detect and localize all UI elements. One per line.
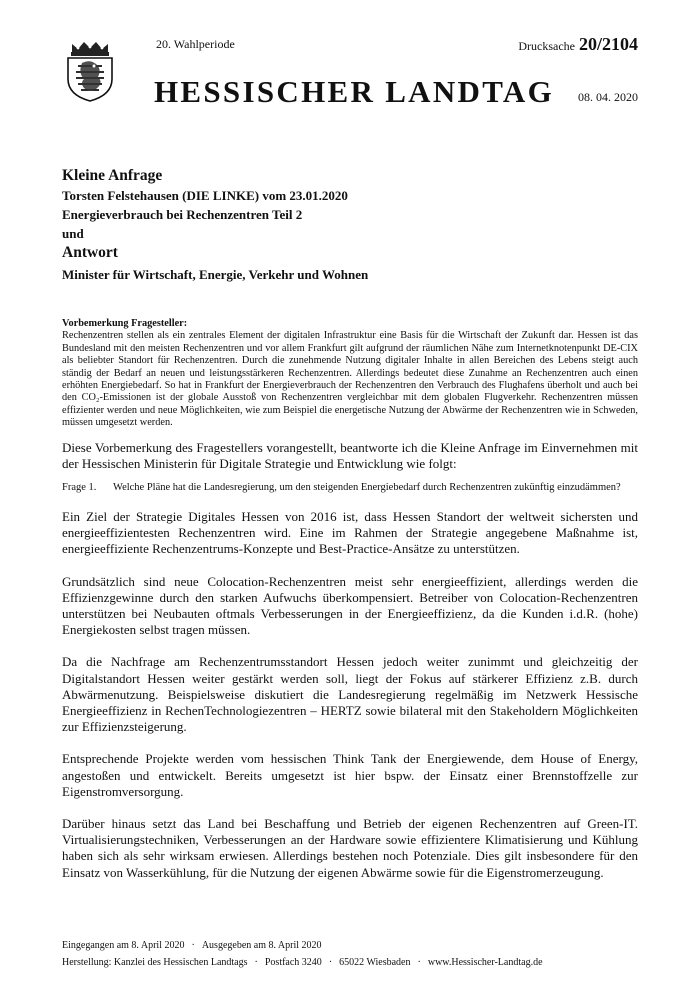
answer-paragraph: Darüber hinaus setzt das Land bei Beschaffung und Betrieb der eigenen Rechenzentren auf Green-IT. Virtualisierungstechniken, Verbesserungen an der Hardware sowie effizientere Klimatisierung und Kühlung haben sich als sehr wirksam erwiesen. Allerdings bestehen noch Potenziale. Dies gilt insbesondere für den Einsatz von Wasserkühlung, für die Nutzung der eigenen Abwärme sowie für die Eigenstromerzeugung. xyxy=(62,816,638,880)
drucksache-number: 20/2104 xyxy=(578,34,638,54)
vorbemerkung-title: Vorbemerkung Fragesteller: xyxy=(62,318,188,329)
frage-1 xyxy=(62,482,638,495)
hessen-coat-of-arms-icon xyxy=(64,39,116,103)
answer-paragraph: Grundsätzlich sind neue Colocation-Rechenzentren meist sehr energieeffizient, allerdings werden die Effizienzgewinne durch den starken Aufwuchs überkompensiert. Betreiber von Colocation-Rechenzentren unterstützen bei Neubauten oftmals Verbesserungen in der Energieeffizienz, da die Kunden i.d.R. (hohe) Energiekosten selbst tragen müssen. xyxy=(62,573,638,638)
anfrage-type: Kleine Anfrage xyxy=(62,167,163,184)
answer-paragraph: Da die Nachfrage am Rechenzentrumsstandort Hessen jedoch weiter zunimmt und gleichzeitig der Digitalstandort Hessen weiter gestärkt werden soll, liegt der Fokus auf stärkerer Effizienz z.B. durch Abwärmenutzung. Beispielsweise diskutiert die Landesregierung regelmäßig im Netzwerk Hessische Energieeffizienz in RechenTechnologiezentren – HERTZ sowie bilateral mit den Stakeholdern Möglichkeiten zur Effizienzsteigerung. xyxy=(62,654,638,735)
document-heading xyxy=(62,166,642,284)
ort-text: 65022 Wiesbaden xyxy=(339,957,411,968)
answer-body xyxy=(62,440,638,897)
footer-separator: · xyxy=(328,957,333,968)
drucksache-text: Drucksache xyxy=(518,39,575,53)
answer-paragraph: Entsprechende Projekte werden vom hessischen Think Tank der Energiewende, dem House of Energy, angestoßen und entwickelt. Bereits umgesetzt ist hier bspw. der Einsatz einer Brennstoffzelle zur Eigenstromversorgung. xyxy=(62,751,638,799)
footer-separator: · xyxy=(191,940,195,951)
footer-line-1 xyxy=(62,937,662,954)
page-title: HESSISCHER LANDTAG xyxy=(154,74,555,109)
website-link[interactable]: www.Hessischer-Landtag.de xyxy=(427,957,543,968)
vorbemerkung-block xyxy=(62,318,638,430)
postfach-text: Postfach 3240 xyxy=(264,957,322,968)
author-line: Torsten Felstehausen (DIE LINKE) vom 23.01.2020 xyxy=(62,188,348,203)
page-footer xyxy=(62,937,662,971)
intro-paragraph: Diese Vorbemerkung des Fragestellers vorangestellt, beantworte ich die Kleine Anfrage im Einvernehmen mit der Hessischen Ministerin für Digitale Strategie und Entwicklung wie folgt: xyxy=(62,440,638,472)
footer-separator: · xyxy=(417,957,421,968)
responder-line: Minister für Wirtschaft, Energie, Verkehr und Wohnen xyxy=(62,267,369,282)
eingegangen-text: Eingegangen am 8. April 2020 xyxy=(62,940,185,951)
footer-separator: · xyxy=(254,957,258,968)
frage-label: Frage 1. xyxy=(62,482,97,494)
ausgegeben-text: Ausgegeben am 8. April 2020 xyxy=(201,940,322,951)
frage-text: Welche Pläne hat die Landesregierung, um den steigenden Energiebedarf durch Rechenzentren zukünftig einzudämmen? xyxy=(113,482,621,494)
answer-paragraph: Ein Ziel der Strategie Digitales Hessen von 2016 ist, dass Hessen Standort der weltweit sichersten und energieeffizientesten Rechenzentren wird. Eine im Rahmen der Strategie angegebene Maßnahme ist, energieeffiziente Rechenzentrums-Konzepte und Best-Practice-Ansätze zu unterstützen. xyxy=(62,509,638,557)
footer-line-2 xyxy=(62,954,662,971)
vorbemerkung-text: Rechenzentren stellen als ein zentrales Element der digitalen Infrastruktur eine Basis für die Wirtschaft der Zukunft dar. Hessen ist das Bundesland mit den meisten Rechenzentren und vor allem Frankfurt gilt aufgrund der räumlichen Nähe zum Internetknotenpunkt DE-CIX als beliebter Standort für Rechenzentren. Durch die zunehmende Nutzung digitaler Inhalte in allen Bereichen des Lebens steigt auch ständig der Bedarf an neuen und leistungsstärkeren Rechenzentren. Allerdings bedeutet diese Zunahme an Rechenzentren auch einen erhöhten Energiebedarf. So hat in Frankfurt der Energieverbrauch der Rechenzentren den Verbrauch des Flughafens überholt und auch bei den CO₂-Emissionen ist der globale Ausstoß von Rechenzentren vergleichbar mit dem globalen Flugverkehr. Rechenzentren müssen effizienter werden und neue Möglichkeiten, wie zum Beispiel die energetische Nutzung der Abwärme der Rechenzentren wie in Schweden, müssen umgesetzt werden. xyxy=(62,330,638,429)
drucksache-label xyxy=(518,34,638,55)
antwort-label: Antwort xyxy=(62,244,118,261)
document-date: 08. 04. 2020 xyxy=(578,90,638,104)
subject-line: Energieverbrauch bei Rechenzentren Teil 2 xyxy=(62,207,303,222)
herstellung-text: Herstellung: Kanzlei des Hessischen Landtags xyxy=(62,957,248,968)
und-label: und xyxy=(62,226,84,241)
wahlperiode-label: 20. Wahlperiode xyxy=(156,37,235,51)
